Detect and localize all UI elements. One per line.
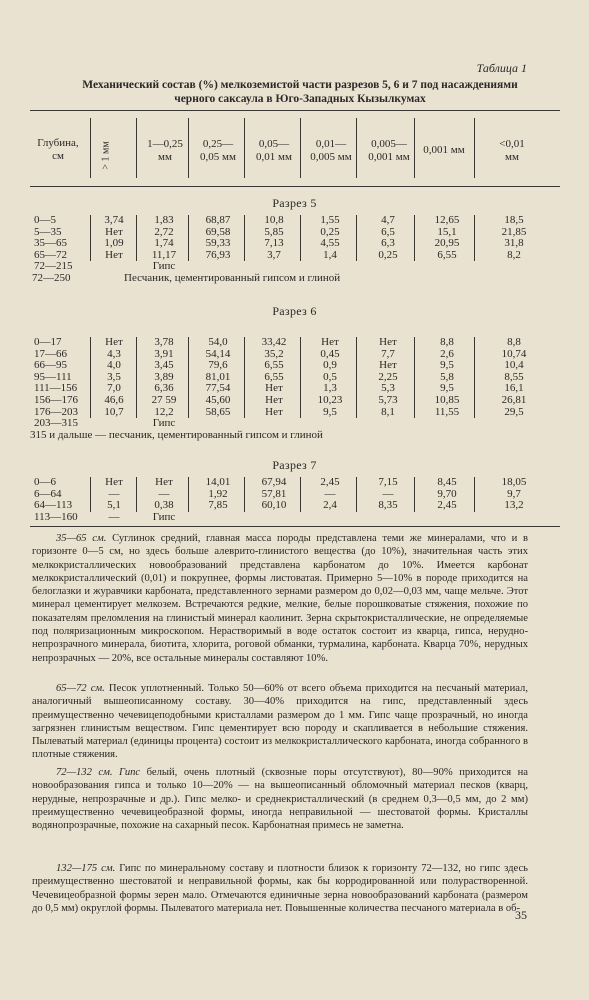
- paragraph-text: белый, очень плотный (сквозные поры отсутствуют), 80—90% приходится на новообразования гипса и только 10—20% — на вышеописанный обломочный материал песков (кварц, нерудные, непрозрачные и др.). Гипс мелко- и среднекристаллический (в среднем 0,3—0,5 мм, до 2 мм) преимущественно чечевицеобразной формы, иногда неправильной — шестоватой формы. Кристаллы водянопрозрачные, похожие на сахарный песок. Карбонатная примесь не заметна.: [32, 767, 528, 832]
- header-bottom-rule: [30, 186, 560, 187]
- value-cell: 69,58: [205, 225, 231, 238]
- value-cell: 18,5: [504, 214, 524, 226]
- value-cell: Нет: [105, 476, 123, 488]
- horizon-depth: 65—72 см.: [56, 683, 105, 694]
- value-cell: 0,25: [320, 225, 340, 238]
- value-cell: 10,23: [317, 394, 343, 406]
- depth-cell: 0—17: [34, 336, 62, 348]
- column-divider: [244, 337, 245, 418]
- depth-cell: 95—111: [34, 370, 72, 383]
- column-divider: [90, 477, 91, 512]
- table-top-rule: [30, 110, 560, 111]
- value-cell: 9,5: [440, 382, 454, 395]
- value-cell: 54,14: [205, 347, 231, 360]
- value-cell: 1,83: [154, 214, 174, 226]
- depth-cell: 5—35: [34, 225, 62, 238]
- depth-cell: 203—315: [34, 417, 78, 430]
- value-cell: 77,54: [205, 382, 231, 395]
- value-cell: 33,42: [261, 336, 287, 348]
- description-paragraph: [32, 862, 528, 915]
- header-col-6: 0,001 мм: [423, 144, 465, 156]
- header-divider: [136, 118, 137, 178]
- value-cell: 8,35: [378, 499, 398, 512]
- value-cell: 3,89: [154, 370, 174, 383]
- depth-cell: 65—72: [34, 248, 67, 261]
- value-cell: 8,1: [381, 405, 395, 418]
- section-title: Разрез 7: [272, 458, 317, 472]
- value-cell: 8,55: [504, 370, 524, 383]
- value-cell: 1,92: [208, 487, 228, 500]
- page-number: 35: [515, 908, 527, 922]
- value-cell: 27 59: [151, 394, 177, 406]
- value-cell: 0,5: [323, 370, 337, 383]
- depth-cell: 64—113: [34, 499, 73, 512]
- value-cell: 7,0: [107, 382, 121, 395]
- table-title-line: Механический состав (%) мелкоземистой части разрезов 5, 6 и 7 под насаждениями: [82, 79, 518, 91]
- value-cell: 10,74: [501, 347, 527, 360]
- value-cell: 31,8: [504, 237, 524, 250]
- column-divider: [136, 477, 137, 512]
- value-cell: 12,65: [434, 214, 460, 226]
- header-gt1mm: > 1 мм: [100, 141, 112, 170]
- header-divider: [244, 118, 245, 178]
- value-cell: 59,33: [205, 237, 231, 250]
- description-paragraph: [32, 532, 528, 665]
- value-cell: 15,1: [437, 225, 457, 238]
- value-cell: 68,87: [205, 214, 231, 226]
- depth-cell: 113—160: [34, 510, 78, 523]
- value-cell: 4,7: [381, 214, 395, 226]
- column-divider: [188, 337, 189, 418]
- value-cell: 35,2: [264, 347, 284, 360]
- value-cell: 3,5: [107, 370, 121, 383]
- value-cell: 79,6: [208, 359, 228, 372]
- value-cell: 10,85: [434, 394, 460, 406]
- value-cell: 11,17: [151, 248, 177, 261]
- column-divider: [356, 337, 357, 418]
- value-cell: 2,45: [437, 499, 457, 512]
- value-cell: 1,4: [323, 248, 337, 261]
- depth-cell: 0—6: [34, 476, 56, 488]
- value-cell: Нет: [321, 336, 339, 348]
- value-cell: —: [108, 510, 120, 523]
- value-cell: 8,45: [437, 476, 457, 488]
- depth-cell: 72—215: [34, 260, 73, 273]
- header-col-2: 0,25— 0,05 мм: [200, 138, 236, 163]
- value-cell: 7,15: [378, 476, 398, 488]
- depth-cell: 17—66: [34, 347, 67, 360]
- value-cell: Гипс: [152, 417, 176, 430]
- value-cell: 6,55: [437, 248, 457, 261]
- column-divider: [300, 215, 301, 261]
- table-label: Таблица 1: [476, 61, 527, 75]
- column-divider: [90, 337, 91, 418]
- section-title: Разрез 5: [272, 196, 317, 210]
- column-divider: [244, 215, 245, 261]
- value-cell: 10,7: [104, 405, 124, 418]
- value-cell: 3,78: [154, 336, 174, 348]
- paragraph-text: Гипс по минеральному составу и плотности близок к горизонту 72—132, но гипс здесь преимущественно шестоватой и неправильной формы, как бы корродированной или полурастворенной. Чечевицеобразной формы зерен мало. Отмечаются единичные зерна новообразований карбоната (размером до 0,5 мм) округлой формы. Пылеватого материала нет. Повышенные количества песчаного материала в об-: [32, 863, 528, 914]
- table-title: [50, 78, 550, 106]
- value-cell: 2,45: [320, 476, 340, 488]
- depth-cell: 156—176: [34, 394, 78, 406]
- value-cell: Нет: [379, 359, 397, 372]
- footer-depth: 72—250: [32, 272, 71, 284]
- value-cell: 67,94: [261, 476, 287, 488]
- value-cell: 7,13: [264, 237, 284, 250]
- value-cell: 46,6: [104, 394, 124, 406]
- horizon-depth: 72—132 см. Гипс: [56, 767, 141, 778]
- value-cell: —: [382, 487, 394, 500]
- value-cell: 4,3: [107, 347, 121, 360]
- header-divider: [90, 118, 91, 178]
- horizon-depth: 35—65 см.: [56, 533, 107, 544]
- column-divider: [356, 477, 357, 512]
- value-cell: 10,4: [504, 359, 524, 372]
- table-title-line: черного саксаула в Юго-Западных Кызылкумах: [174, 93, 426, 105]
- value-cell: Нет: [379, 336, 397, 348]
- value-cell: 2,6: [440, 347, 454, 360]
- value-cell: 6,36: [154, 382, 174, 395]
- value-cell: 54,0: [208, 336, 228, 348]
- depth-cell: 0—5: [34, 214, 56, 226]
- value-cell: Гипс: [152, 510, 176, 523]
- value-cell: 0,38: [154, 499, 174, 512]
- value-cell: 16,1: [504, 382, 524, 395]
- value-cell: 8,2: [507, 248, 521, 261]
- value-cell: 10,8: [264, 214, 284, 226]
- depth-cell: 111—156: [34, 382, 78, 395]
- value-cell: 12,2: [154, 405, 174, 418]
- value-cell: 26,81: [501, 394, 527, 406]
- value-cell: —: [108, 487, 120, 500]
- column-divider: [188, 477, 189, 512]
- value-cell: 3,45: [154, 359, 174, 372]
- column-divider: [90, 215, 91, 261]
- value-cell: Нет: [265, 382, 283, 395]
- section-title: Разрез 6: [272, 304, 317, 318]
- value-cell: 5,1: [107, 499, 121, 512]
- value-cell: 3,74: [104, 214, 124, 226]
- value-cell: 0,45: [320, 347, 340, 360]
- value-cell: 60,10: [261, 499, 287, 512]
- header-col-3: 0,05— 0,01 мм: [256, 138, 292, 163]
- header-depth: Глубина, см: [37, 137, 79, 162]
- value-cell: 6,55: [264, 359, 284, 372]
- value-cell: 2,25: [378, 370, 398, 383]
- depth-cell: 6—64: [34, 487, 62, 500]
- column-divider: [244, 477, 245, 512]
- value-cell: 6,55: [264, 370, 284, 383]
- value-cell: 6,3: [381, 237, 395, 250]
- column-divider: [136, 215, 137, 261]
- header-divider: [356, 118, 357, 178]
- value-cell: 5,73: [378, 394, 398, 406]
- value-cell: 7,85: [208, 499, 228, 512]
- value-cell: 9,70: [437, 487, 457, 500]
- column-divider: [300, 477, 301, 512]
- header-col-1: 1—0,25 мм: [147, 138, 183, 163]
- value-cell: 0,25: [378, 248, 398, 261]
- header-divider: [300, 118, 301, 178]
- column-divider: [356, 215, 357, 261]
- value-cell: 76,93: [205, 248, 231, 261]
- value-cell: 0,9: [323, 359, 337, 372]
- value-cell: 6,5: [381, 225, 395, 238]
- value-cell: 5,8: [440, 370, 454, 383]
- value-cell: Нет: [265, 394, 283, 406]
- table-bottom-rule: [30, 526, 560, 527]
- value-cell: 9,5: [323, 405, 337, 418]
- value-cell: 4,55: [320, 237, 340, 250]
- value-cell: 2,72: [154, 225, 174, 238]
- header-col-7: <0,01 мм: [499, 138, 525, 163]
- depth-cell: 176—203: [34, 405, 78, 418]
- paragraph-text: Суглинок средний, главная масса породы представлена теми же минералами, что и в горизонте 0—5 см, но здесь больше алеврито-глинистого вещества (до 10%), значительная часть этих мелкокристаллических новообразований представлена карбонатом до 10%. Имеется карбонат мелкокристаллический (0,01) и покрупнее, формы листоватая. Примерно 5—10% в породе приходится на белоглазки и журавчики карбоната, представленного зернами размером до 0,02—0,03 мм, чаще мельче. Этот минерал цементирует мелкозем. Встречаются редкие, мелкие, белые порошковатые стяжения, похожие по показателям преломления на глинистый минерал каолинит. Зерна скрытокристаллические, не определяемые под поляризационным микроскопом. Нерастворимый в воде остаток состоит из кварца, гипса, нерудно-непрозрачного минерала, биотита, хлорита, роговой обманки, турмалина, карбоната. Кварца 70%, нерудных непрозрачных — 20%, все остальные минералы составляют 10%.: [32, 533, 528, 664]
- value-cell: 58,65: [205, 405, 231, 418]
- value-cell: 7,7: [381, 347, 395, 360]
- value-cell: 1,09: [104, 237, 124, 250]
- value-cell: 45,60: [205, 394, 231, 406]
- column-divider: [136, 337, 137, 418]
- value-cell: Нет: [155, 476, 173, 488]
- description-paragraph: [32, 766, 528, 832]
- value-cell: 29,5: [504, 405, 524, 418]
- value-cell: Гипс: [152, 260, 176, 273]
- value-cell: 5,3: [381, 382, 395, 395]
- value-cell: Нет: [105, 248, 123, 261]
- footer-note: 315 и дальше — песчаник, цементированный гипсом и глиной: [30, 428, 323, 441]
- value-cell: Нет: [105, 336, 123, 348]
- value-cell: 57,81: [261, 487, 287, 500]
- column-divider: [300, 337, 301, 418]
- column-divider: [188, 215, 189, 261]
- header-col-4: 0,01— 0,005 мм: [310, 138, 352, 163]
- value-cell: 1,3: [323, 382, 337, 395]
- value-cell: 8,8: [507, 336, 521, 348]
- value-cell: 4,0: [107, 359, 121, 372]
- header-divider: [188, 118, 189, 178]
- paragraph-text: Песок уплотненный. Только 50—60% от всего объема приходится на песчаный материал, аналогичный вышеописанному составу. 30—40% приходится на гипс, представленный здесь преимущественно чечевицеподобными кристаллами размером до 1 мм. Гипс чаще прозрачный, но иногда загрязнен глинистым веществом. Гипс цементирует всю породу и скапливается в небольшие стяжения. Пылеватый материал (единицы процента) состоит из мелкокристаллического карбоната, иногда собранного в плотные стяжения.: [32, 683, 528, 761]
- header-col-5: 0,005— 0,001 мм: [368, 138, 410, 163]
- value-cell: 21,85: [501, 225, 527, 238]
- depth-cell: 35—65: [34, 237, 67, 250]
- value-cell: 81,01: [205, 370, 231, 383]
- description-paragraph: [32, 682, 528, 762]
- value-cell: 13,2: [504, 499, 524, 512]
- horizon-depth: 132—175 см.: [56, 863, 116, 874]
- value-cell: Нет: [105, 225, 123, 238]
- value-cell: 8,8: [440, 336, 454, 348]
- value-cell: 2,4: [323, 499, 337, 512]
- value-cell: 5,85: [264, 225, 284, 238]
- value-cell: 20,95: [434, 237, 460, 250]
- value-cell: 1,55: [320, 214, 340, 226]
- value-cell: 11,55: [434, 405, 460, 418]
- value-cell: 9,5: [440, 359, 454, 372]
- value-cell: 1,74: [154, 237, 174, 250]
- value-cell: 14,01: [205, 476, 231, 488]
- value-cell: 3,7: [267, 248, 281, 261]
- footer-note: Песчаник, цементированный гипсом и глиной: [124, 272, 341, 284]
- value-cell: —: [324, 487, 336, 500]
- value-cell: 3,91: [154, 347, 174, 360]
- depth-cell: 66—95: [34, 359, 67, 372]
- value-cell: Нет: [265, 405, 283, 418]
- value-cell: 9,7: [507, 487, 521, 500]
- value-cell: —: [158, 487, 170, 500]
- value-cell: 18,05: [501, 476, 527, 488]
- header-divider: [414, 118, 415, 178]
- header-divider: [474, 118, 475, 178]
